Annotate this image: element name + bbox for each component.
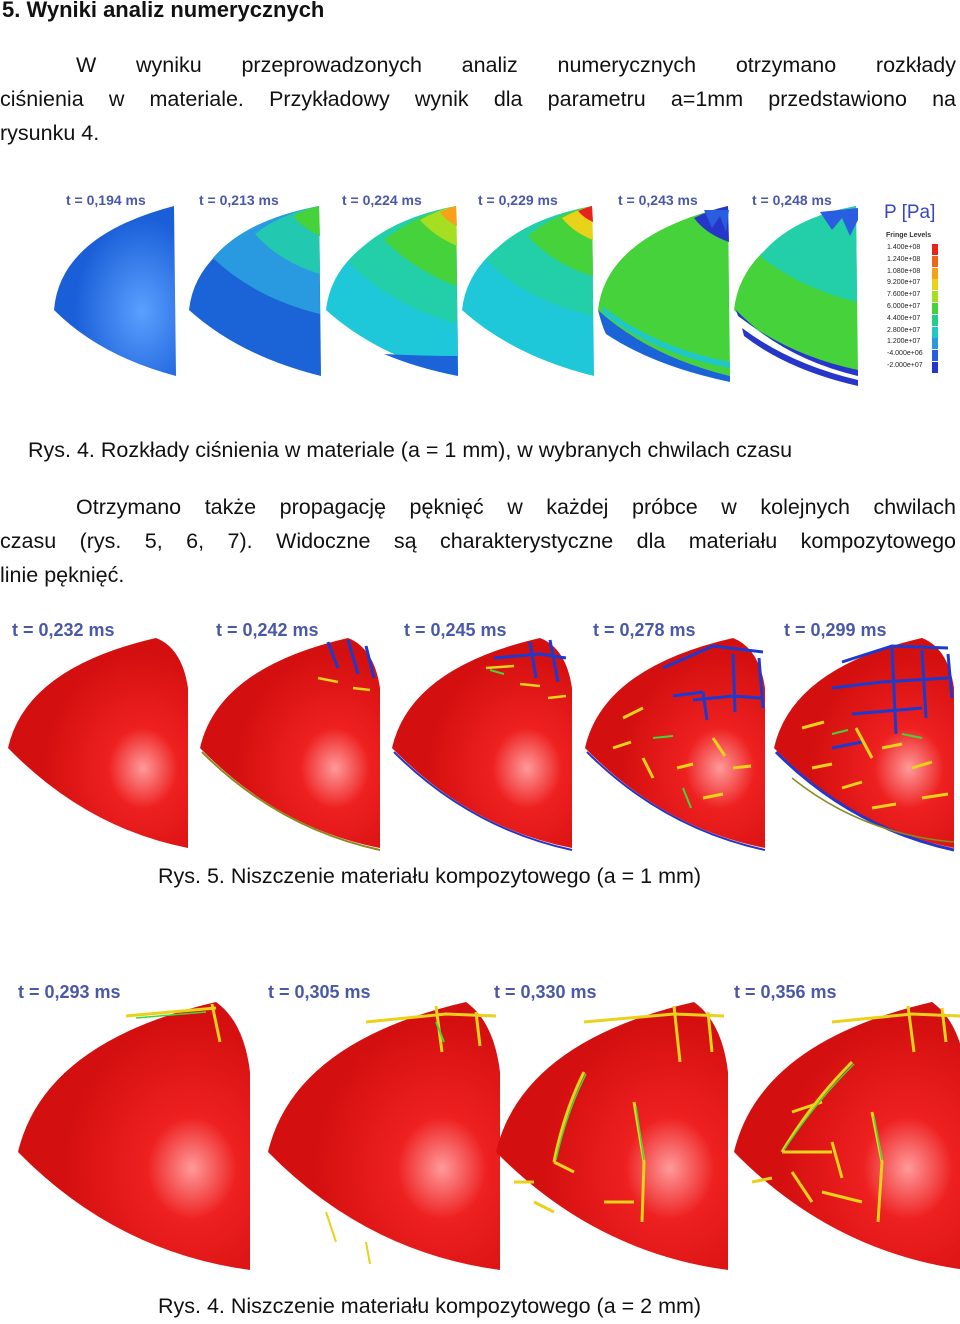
paragraph-2 [0, 490, 956, 592]
figure-5-time-label: t = 0,242 ms [216, 620, 319, 640]
legend-level [882, 327, 960, 338]
figure-4-time-label: t = 0,224 ms [342, 192, 422, 208]
legend-level-value: 4.400e+07 [887, 314, 921, 322]
legend-subtitle: Fringe Levels [886, 232, 932, 239]
legend-level [882, 291, 960, 302]
legend-level [882, 362, 960, 373]
fracture-hemisphere [772, 638, 957, 853]
figure-4-caption: Rys. 4. Rozkłady ciśnienia w materiale (a = 1 mm), w wybranych chwilach czasu [28, 438, 793, 462]
figure-4-time-label: t = 0,229 ms [478, 192, 558, 208]
legend-color-swatch [932, 291, 938, 302]
fracture-hemisphere [494, 1002, 734, 1272]
legend-level-value: 2.800e+07 [887, 326, 921, 334]
paragraph-1 [0, 48, 956, 150]
section-heading: 5. Wyniki analiz numerycznych [2, 0, 325, 22]
figure-4-time-label: t = 0,248 ms [752, 192, 832, 208]
legend-level [882, 244, 960, 255]
legend-level [882, 279, 960, 290]
legend-level [882, 338, 960, 349]
legend-level-value: 7.600e+07 [887, 291, 921, 299]
legend-level-value: 1.240e+08 [887, 255, 921, 263]
legend-level [882, 303, 960, 314]
fracture-hemisphere [16, 1002, 256, 1272]
figure-5-time-label: t = 0,232 ms [12, 620, 115, 640]
pressure-hemisphere [50, 206, 180, 396]
legend-color-swatch [932, 362, 938, 373]
paragraph-1-line-2: ciśnienia w materiale. Przykładowy wynik dla parametru a=1mm przedstawiono na [0, 87, 956, 111]
figure-4-time-label: t = 0,194 ms [66, 192, 146, 208]
legend-level-value: 1.400e+08 [887, 244, 921, 251]
legend-color-swatch [932, 338, 938, 349]
figure-6-time-label: t = 0,293 ms [18, 982, 121, 1002]
fracture-hemisphere [390, 638, 575, 853]
figure-4-time-label: t = 0,213 ms [199, 192, 279, 208]
legend-color-swatch [932, 327, 938, 338]
legend-level [882, 350, 960, 361]
pressure-hemisphere [594, 206, 734, 396]
figure-5-time-label: t = 0,299 ms [784, 620, 887, 640]
paragraph-2-line-1: Otrzymano także propagację pęknięć w każdej próbce w kolejnych chwilach [76, 495, 956, 519]
pressure-hemisphere [730, 206, 870, 396]
legend-level-value: 1.200e+07 [887, 338, 921, 346]
legend-color-swatch [932, 279, 938, 290]
legend-color-swatch [932, 244, 938, 255]
figure-6-caption: Rys. 4. Niszczenie materiału kompozytowego (a = 2 mm) [158, 1294, 702, 1318]
pressure-hemisphere [458, 206, 598, 396]
fracture-hemisphere [266, 1002, 506, 1272]
figure-6-time-label: t = 0,356 ms [734, 982, 837, 1002]
legend-level [882, 315, 960, 326]
legend-level-value: 9.200e+07 [887, 279, 921, 287]
pressure-legend [882, 202, 960, 377]
figure-5-time-label: t = 0,278 ms [593, 620, 696, 640]
legend-color-swatch [932, 350, 938, 361]
figure-4-time-label: t = 0,243 ms [618, 192, 698, 208]
fracture-hemisphere [732, 1002, 960, 1272]
pressure-hemisphere [185, 206, 325, 396]
fracture-hemisphere [6, 638, 191, 853]
pressure-hemisphere [322, 206, 462, 396]
figure-6-time-label: t = 0,305 ms [268, 982, 371, 1002]
legend-level-value: 6.000e+07 [887, 303, 921, 310]
figure-5-caption: Rys. 5. Niszczenie materiału kompozytowego (a = 1 mm) [158, 864, 702, 888]
figure-5-time-label: t = 0,245 ms [404, 620, 507, 640]
paragraph-1-line-1: W wyniku przeprowadzonych analiz numerycznych otrzymano rozkłady [76, 53, 956, 77]
legend-color-swatch [932, 303, 938, 314]
fracture-hemisphere [198, 638, 383, 853]
legend-color-swatch [932, 268, 938, 279]
figure-6-time-label: t = 0,330 ms [494, 982, 597, 1002]
legend-color-swatch [932, 256, 938, 267]
paragraph-1-line-3: rysunku 4. [0, 121, 100, 145]
legend-level-value: 1.080e+08 [887, 267, 921, 275]
legend-level [882, 256, 960, 267]
legend-color-swatch [932, 315, 938, 326]
legend-level-value: -4.000e+06 [887, 350, 923, 358]
legend-level [882, 268, 960, 279]
paragraph-2-line-2: czasu (rys. 5, 6, 7). Widoczne są charakterystyczne dla materiału kompozytowego [0, 529, 956, 553]
paragraph-2-line-3: linie pęknięć. [0, 563, 125, 587]
legend-title: P [Pa] [884, 202, 936, 223]
fracture-hemisphere [583, 638, 768, 853]
legend-level-value: -2.000e+07 [887, 362, 923, 369]
